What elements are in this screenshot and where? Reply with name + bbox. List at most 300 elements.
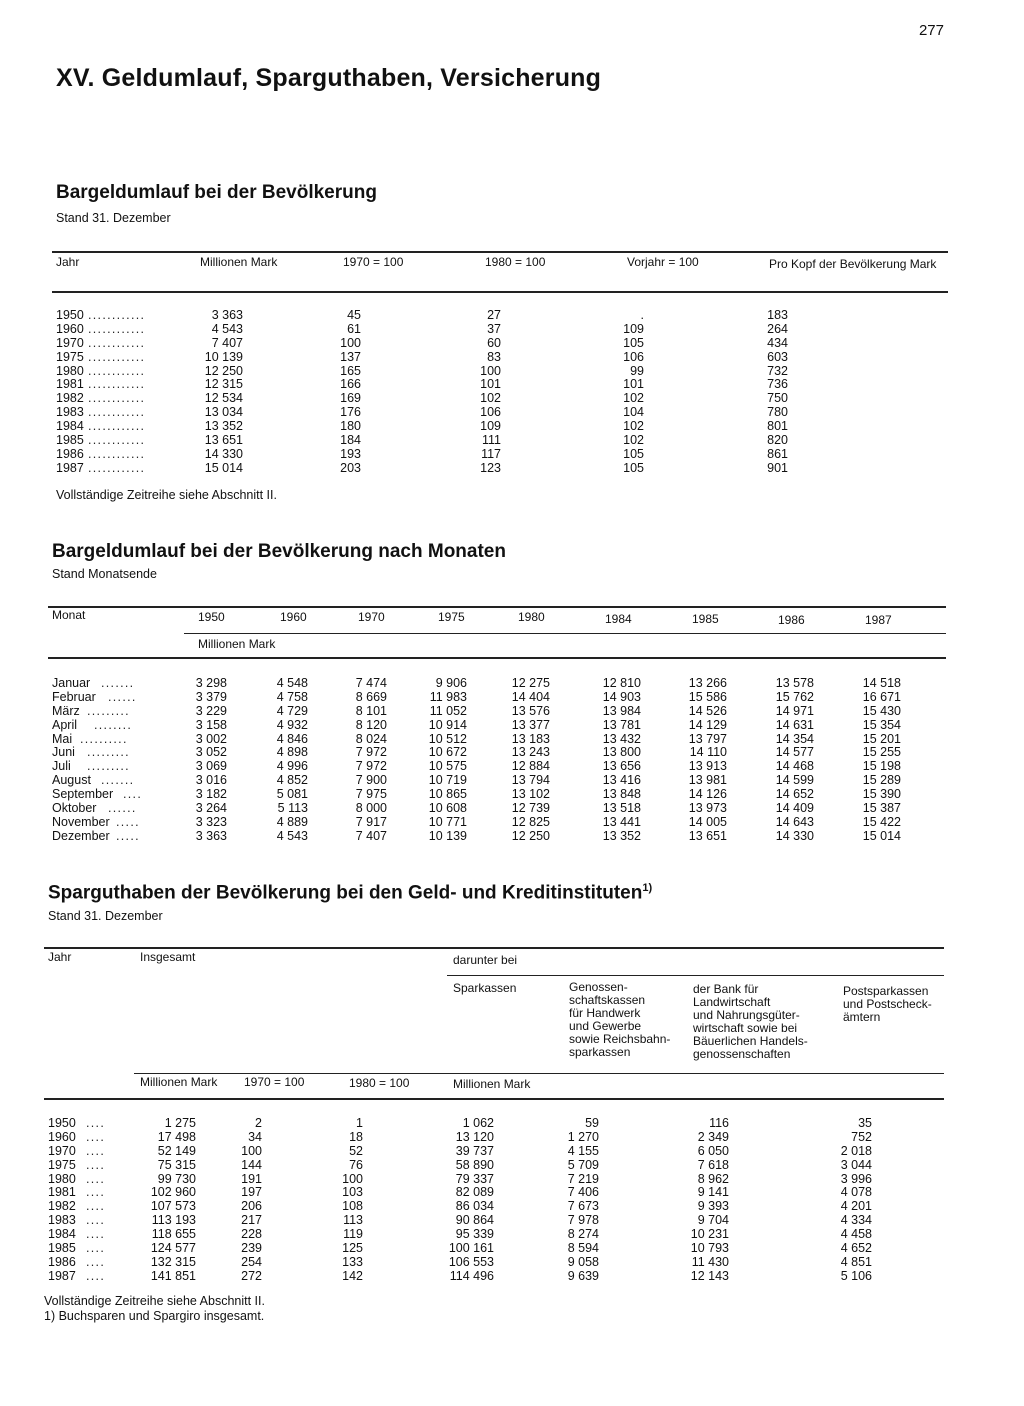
table3-cell: 132 315 [150, 1254, 196, 1269]
table1-cell: 109 [480, 419, 501, 434]
table3-cell: 86 034 [455, 1199, 494, 1214]
table3-cell: 4 201 [840, 1199, 872, 1214]
table2-cell: 14 652 [775, 787, 814, 802]
table2-cell: 13 651 [688, 828, 727, 843]
table3-cell: 79 337 [455, 1171, 494, 1186]
table3-cell: 5 709 [567, 1157, 599, 1172]
table1-cell: 102 [623, 433, 644, 448]
table2-cell: 10 914 [428, 717, 467, 732]
table1-cell: . [640, 308, 644, 322]
table3-row-leader: .... [86, 1213, 106, 1228]
table2-cell: 15 198 [862, 759, 901, 774]
table3-header-insgesamt: Insgesamt [140, 950, 196, 964]
table1-row-label: 1984 [56, 419, 84, 434]
table3-row [48, 1270, 948, 1284]
table2-row-label: September [52, 787, 114, 802]
table2-cell: 10 575 [428, 759, 467, 774]
table2-cell: 13 518 [602, 801, 641, 816]
table1-cell: 99 [630, 363, 644, 378]
table3-cell: 108 [342, 1199, 363, 1214]
table3-cell: 119 [343, 1227, 363, 1242]
table1-row [56, 309, 956, 323]
table2-row-leader: ........ [94, 717, 133, 732]
table1-row [56, 351, 956, 365]
table2-cell: 7 972 [355, 759, 387, 774]
table3-cell: 2 018 [840, 1143, 872, 1158]
table1-row-leader: ............ [88, 377, 146, 392]
table2-cell: 14 330 [775, 828, 814, 843]
table3-row-leader: .... [86, 1157, 106, 1172]
table2-cell: 5 113 [277, 801, 308, 816]
table3-cell: 7 978 [567, 1213, 599, 1228]
table3-header-post [843, 985, 932, 1024]
table3-row-label: 1985 [48, 1241, 76, 1256]
table3-cell: 52 149 [157, 1143, 196, 1158]
table1-row-leader: ............ [88, 433, 146, 448]
table1-row-leader: ............ [88, 349, 146, 364]
table3-cell: 114 496 [449, 1268, 494, 1283]
table2-cell: 13 973 [688, 801, 727, 816]
table2-row-label: Oktober [52, 801, 97, 816]
table3-cell: 4 078 [840, 1185, 872, 1200]
table1-row-label: 1960 [56, 321, 84, 336]
table2-cell: 14 409 [775, 801, 814, 816]
table1-row-label: 1985 [56, 433, 84, 448]
table2-cell: 13 102 [511, 787, 550, 802]
table1-cell: 105 [623, 446, 644, 461]
table3-cell: 17 498 [157, 1129, 196, 1144]
table2-cell: 4 846 [276, 731, 308, 746]
page-number: 277 [918, 22, 944, 39]
table1-cell: 101 [480, 377, 501, 392]
h-genossen-line: und Gewerbe [569, 1019, 642, 1033]
table2-cell: 14 599 [775, 773, 814, 788]
table1-row [56, 365, 956, 379]
table3-cell: 100 161 [448, 1241, 494, 1256]
table3-cell: 82 089 [455, 1185, 494, 1200]
table2-cell: 3 363 [195, 828, 227, 843]
table1-top-rule [52, 251, 948, 253]
table3-cell: 4 334 [840, 1213, 872, 1228]
table2-cell: 14 110 [689, 745, 727, 760]
table3-header-rule [44, 1098, 944, 1100]
table1-cell: 106 [480, 405, 501, 420]
table3-cell: 9 639 [567, 1268, 599, 1283]
table3-cell: 4 652 [840, 1241, 872, 1256]
table3-row [48, 1186, 948, 1200]
table3-row-leader: .... [86, 1268, 106, 1283]
table1-cell: 83 [487, 349, 501, 364]
table1-row-leader: ............ [88, 363, 146, 378]
table3-row-label: 1960 [48, 1129, 76, 1144]
table2-row [52, 774, 952, 788]
table2-cell: 11 983 [429, 689, 467, 704]
table2-row-leader: ......... [87, 703, 130, 718]
table2-cell: 4 852 [276, 773, 308, 788]
table2-cell: 14 971 [775, 703, 814, 718]
table3-cell: 4 458 [840, 1227, 872, 1242]
table2-cell: 15 387 [862, 801, 901, 816]
table2-cell: 13 416 [602, 773, 641, 788]
table3-row [48, 1117, 948, 1131]
table2-cell: 13 441 [602, 814, 641, 829]
table2-cell: 13 913 [688, 759, 727, 774]
table2-row [52, 788, 952, 802]
chapter-title: XV. Geldumlauf, Sparguthaben, Versicherung [56, 64, 602, 92]
table2-row [52, 733, 952, 747]
h-bank-line: und Nahrungsgüter- [693, 1008, 800, 1022]
table2-header-unit: Millionen Mark [198, 637, 276, 651]
h-post-line: und Postscheck- [843, 997, 932, 1011]
table2-cell: 4 996 [276, 759, 308, 774]
table2-header-1950: 1950 [198, 610, 225, 624]
table2-cell: 3 052 [195, 745, 227, 760]
table2-cell: 14 468 [775, 759, 814, 774]
table3-row-label: 1950 [48, 1116, 76, 1130]
table2-row-leader: ......... [87, 759, 130, 774]
table1-cell: 101 [623, 377, 644, 392]
table2-row-leader: ..... [116, 814, 140, 829]
table3-row [48, 1256, 948, 1270]
table3-cell: 1 270 [567, 1129, 599, 1144]
table2-row-label: November [52, 814, 110, 829]
h-genossen-line: schaftskassen [569, 993, 646, 1007]
table2-cell: 15 390 [862, 787, 901, 802]
table1-cell: 603 [767, 349, 788, 364]
table2-cell: 13 266 [688, 676, 727, 690]
table1-row-label: 1983 [56, 405, 84, 420]
table1-cell: 176 [340, 405, 361, 420]
table2-cell: 14 005 [688, 814, 727, 829]
table3-cell: 102 960 [150, 1185, 196, 1200]
table1-row [56, 434, 956, 448]
table1-cell: 193 [340, 446, 361, 461]
table1-header-prokopf: Pro Kopf der Bevölkerung Mark [769, 257, 937, 271]
table2-cell: 13 800 [602, 745, 641, 760]
table2-cell: 10 719 [428, 773, 467, 788]
table2-row [52, 816, 952, 830]
table1-header-1980: 1980 = 100 [485, 255, 546, 269]
table3-cell: 106 553 [448, 1254, 494, 1269]
table3-cell: 144 [241, 1157, 262, 1172]
table3-cell: 1 275 [164, 1116, 196, 1130]
table2-cell: 7 474 [355, 676, 387, 690]
table1-row [56, 420, 956, 434]
table3-row-leader: .... [86, 1143, 106, 1158]
table3-row [48, 1131, 948, 1145]
table1-cell: 109 [623, 321, 644, 336]
table1-row [56, 323, 956, 337]
table2-cell: 4 889 [276, 814, 308, 829]
table3-row-label: 1970 [48, 1143, 76, 1158]
table2-cell: 10 865 [428, 787, 467, 802]
table2-cell: 13 377 [511, 717, 550, 732]
table2-cell: 7 975 [355, 787, 387, 802]
table1-row-label: 1987 [56, 460, 84, 475]
table1-cell: 117 [481, 446, 501, 461]
table3-row-leader: .... [86, 1116, 106, 1130]
table2-cell: 4 932 [276, 717, 308, 732]
table1-cell: 13 651 [204, 433, 243, 448]
table3-top-rule [44, 947, 944, 949]
h-genossen-line: sowie Reichsbahn- [569, 1032, 671, 1046]
table2-cell: 14 518 [862, 676, 901, 690]
table3-cell: 107 573 [150, 1199, 196, 1214]
table2-cell: 3 379 [195, 689, 227, 704]
table2-cell: 13 984 [602, 703, 641, 718]
table3-header-bank [693, 983, 808, 1061]
table3-cell: 99 730 [157, 1171, 196, 1186]
table2-cell: 4 729 [276, 703, 308, 718]
table3-cell: 9 704 [697, 1213, 729, 1228]
table2-row-label: Mai [52, 731, 73, 746]
table1-cell: 264 [767, 321, 788, 336]
table2-cell: 3 016 [195, 773, 227, 788]
table1-row-leader: ............ [88, 419, 146, 434]
table2-row-label: Februar [52, 689, 96, 704]
table2-row [52, 705, 952, 719]
table1-cell: 732 [767, 363, 788, 378]
table3-cell: 34 [248, 1129, 262, 1144]
table2-cell: 13 183 [511, 731, 550, 746]
table1-cell: 10 139 [204, 349, 243, 364]
table1-row [56, 462, 956, 476]
table3-cell: 113 193 [151, 1213, 196, 1228]
h-bank-line: Landwirtschaft [693, 995, 771, 1009]
table3-subtitle: Stand 31. Dezember [48, 909, 163, 923]
table2-row [52, 691, 952, 705]
table3-footnote-1: Vollständige Zeitreihe siehe Abschnitt II. [44, 1294, 265, 1308]
table2-cell: 15 430 [862, 703, 901, 718]
table1-cell: 104 [623, 405, 644, 420]
table1-cell: 3 363 [211, 308, 243, 322]
table1-header-vorjahr: Vorjahr = 100 [627, 255, 699, 269]
table2-body [52, 677, 952, 844]
table2-cell: 9 906 [435, 676, 467, 690]
table3-row [48, 1145, 948, 1159]
table2-header-1960: 1960 [280, 610, 307, 624]
table2-row-label: März [52, 703, 80, 718]
table1-cell: 137 [340, 349, 361, 364]
table3-row-label: 1984 [48, 1227, 76, 1242]
table3-body [48, 1117, 948, 1284]
table2-cell: 15 014 [862, 828, 901, 843]
table3-row-leader: .... [86, 1185, 106, 1200]
table1-row-label: 1981 [56, 377, 84, 392]
table1-cell: 203 [340, 460, 361, 475]
table2-subtitle: Stand Monatsende [52, 567, 157, 581]
table2-cell: 7 972 [355, 745, 387, 760]
table2-row [52, 760, 952, 774]
table3-title [48, 882, 652, 904]
table3-cell: 9 141 [697, 1185, 729, 1200]
table1-row-label: 1980 [56, 363, 84, 378]
table2-cell: 13 243 [511, 745, 550, 760]
table2-cell: 3 298 [195, 676, 227, 690]
table3-cell: 3 044 [840, 1157, 872, 1172]
table3-cell: 18 [349, 1129, 363, 1144]
table2-cell: 15 289 [862, 773, 901, 788]
table2-cell: 8 669 [355, 689, 387, 704]
table2-cell: 5 081 [276, 787, 308, 802]
table2-row-leader: .......... [80, 731, 128, 746]
table1-cell: 100 [480, 363, 501, 378]
table2-cell: 10 672 [428, 745, 467, 760]
table2-row-label: Januar [52, 676, 91, 690]
table3-row-leader: .... [86, 1254, 106, 1269]
table2-cell: 14 129 [688, 717, 727, 732]
table3-header-genossen [569, 981, 670, 1059]
table2-header-subrule [184, 633, 946, 634]
table3-cell: 206 [241, 1199, 262, 1214]
table2-cell: 14 577 [775, 745, 814, 760]
table1-cell: 100 [340, 335, 361, 350]
table3-row-leader: .... [86, 1171, 106, 1186]
table1-row-leader: ............ [88, 321, 146, 336]
table3-cell: 1 [356, 1116, 363, 1130]
h-post-line: ämtern [843, 1010, 881, 1024]
table2-row [52, 802, 952, 816]
table3-cell: 8 274 [567, 1227, 599, 1242]
table3-cell: 133 [342, 1254, 363, 1269]
table2-cell: 13 578 [775, 676, 814, 690]
table1-body [56, 309, 956, 476]
table3-cell: 217 [241, 1213, 262, 1228]
table2-cell: 15 354 [862, 717, 901, 732]
table2-cell: 8 120 [355, 717, 387, 732]
table3-cell: 35 [858, 1116, 872, 1130]
table1-row-leader: ............ [88, 335, 146, 350]
table1-cell: 111 [481, 433, 501, 448]
table1-row-leader: ............ [88, 460, 146, 475]
table3-cell: 39 737 [455, 1143, 494, 1158]
table1-row-leader: ............ [88, 308, 146, 322]
table1-title: Bargeldumlauf bei der Bevölkerung [56, 182, 377, 203]
table1-cell: 13 352 [204, 419, 243, 434]
table1-row [56, 392, 956, 406]
table2-cell: 4 543 [276, 828, 308, 843]
table3-cell: 118 655 [151, 1227, 196, 1242]
table3-cell: 2 349 [697, 1129, 729, 1144]
table1-cell: 183 [767, 308, 788, 322]
table1-header-jahr: Jahr [56, 255, 80, 269]
table2-cell: 3 264 [195, 801, 227, 816]
table2-row-label: Juni [52, 745, 75, 760]
table1-cell: 14 330 [204, 446, 243, 461]
table3-cell: 7 219 [567, 1171, 599, 1186]
table2-row-label: April [52, 717, 78, 732]
table1-cell: 165 [340, 363, 361, 378]
table1-cell: 12 315 [204, 377, 243, 392]
table1-row [56, 406, 956, 420]
table3-cell: 59 [585, 1116, 599, 1130]
table2-cell: 13 432 [602, 731, 641, 746]
table3-footnote-2: 1) Buchsparen und Spargiro insgesamt. [44, 1309, 265, 1323]
table3-cell: 5 106 [840, 1268, 872, 1283]
table3-cell: 141 851 [150, 1268, 196, 1283]
table2-cell: 12 884 [511, 759, 550, 774]
table3-title-text: Sparguthaben der Bevölkerung bei den Geld- und Kreditinstituten [48, 882, 643, 904]
table2-cell: 3 069 [195, 759, 227, 774]
table2-cell: 8 101 [355, 703, 387, 718]
table3-cell: 10 231 [690, 1227, 729, 1242]
table3-row-label: 1982 [48, 1199, 76, 1214]
table2-cell: 14 526 [688, 703, 727, 718]
table2-cell: 3 229 [195, 703, 227, 718]
table2-cell: 15 201 [862, 731, 901, 746]
table2-row-leader: ...... [108, 689, 137, 704]
h-bank-line: Bäuerlichen Handels- [693, 1034, 808, 1048]
table2-cell: 14 643 [775, 814, 814, 829]
table3-cell: 7 406 [567, 1185, 599, 1200]
table3-cell: 125 [342, 1241, 363, 1256]
table2-cell: 14 903 [602, 689, 641, 704]
table2-cell: 15 586 [688, 689, 727, 704]
h-bank-line: der Bank für [693, 982, 759, 996]
h-bank-line: wirtschaft sowie bei [693, 1021, 798, 1035]
table2-row-leader: ..... [116, 828, 140, 843]
table1-cell: 27 [487, 308, 501, 322]
table3-row [48, 1242, 948, 1256]
table2-cell: 13 797 [688, 731, 727, 746]
table3-cell: 8 962 [697, 1171, 729, 1186]
table2-row-label: Juli [52, 759, 71, 774]
table3-cell: 95 339 [455, 1227, 494, 1242]
table3-cell: 272 [241, 1268, 262, 1283]
table3-cell: 9 058 [567, 1254, 599, 1269]
table3-row [48, 1214, 948, 1228]
table1-cell: 820 [767, 433, 788, 448]
table1-cell: 184 [340, 433, 361, 448]
table2-header-1985: 1985 [692, 612, 719, 626]
table3-cell: 75 315 [157, 1157, 196, 1172]
table3-cell: 90 864 [455, 1213, 494, 1228]
table1-cell: 780 [767, 405, 788, 420]
table2-cell: 14 354 [775, 731, 814, 746]
h-genossen-line: Genossen- [569, 980, 628, 994]
table3-cell: 113 [343, 1213, 363, 1228]
table3-cell: 13 120 [455, 1129, 494, 1144]
table1-cell: 169 [340, 391, 361, 406]
table2-cell: 13 981 [688, 773, 727, 788]
table2-header-1975: 1975 [438, 610, 465, 624]
table3-row-leader: .... [86, 1129, 106, 1144]
table2-cell: 4 758 [276, 689, 308, 704]
table3-row-label: 1981 [48, 1185, 76, 1200]
table1-cell: 15 014 [204, 460, 243, 475]
table1-cell: 736 [767, 377, 788, 392]
table3-cell: 12 143 [690, 1268, 729, 1283]
table3-row-leader: .... [86, 1241, 106, 1256]
table2-cell: 3 158 [195, 717, 227, 732]
table3-row-label: 1980 [48, 1171, 76, 1186]
table3-row [48, 1228, 948, 1242]
h-genossen-line: sparkassen [569, 1045, 631, 1059]
table1-cell: 123 [480, 460, 501, 475]
table3-cell: 124 577 [150, 1241, 196, 1256]
table3-cell: 4 155 [567, 1143, 599, 1158]
table3-cell: 3 996 [840, 1171, 872, 1186]
table3-row-label: 1986 [48, 1254, 76, 1269]
table3-header-1980: 1980 = 100 [349, 1076, 410, 1090]
table3-cell: 103 [342, 1185, 363, 1200]
table3-cell: 100 [241, 1143, 262, 1158]
table3-cell: 6 050 [697, 1143, 729, 1158]
table3-cell: 52 [349, 1143, 363, 1158]
table3-row [48, 1159, 948, 1173]
table1-cell: 102 [623, 391, 644, 406]
table1-cell: 7 407 [211, 335, 243, 350]
